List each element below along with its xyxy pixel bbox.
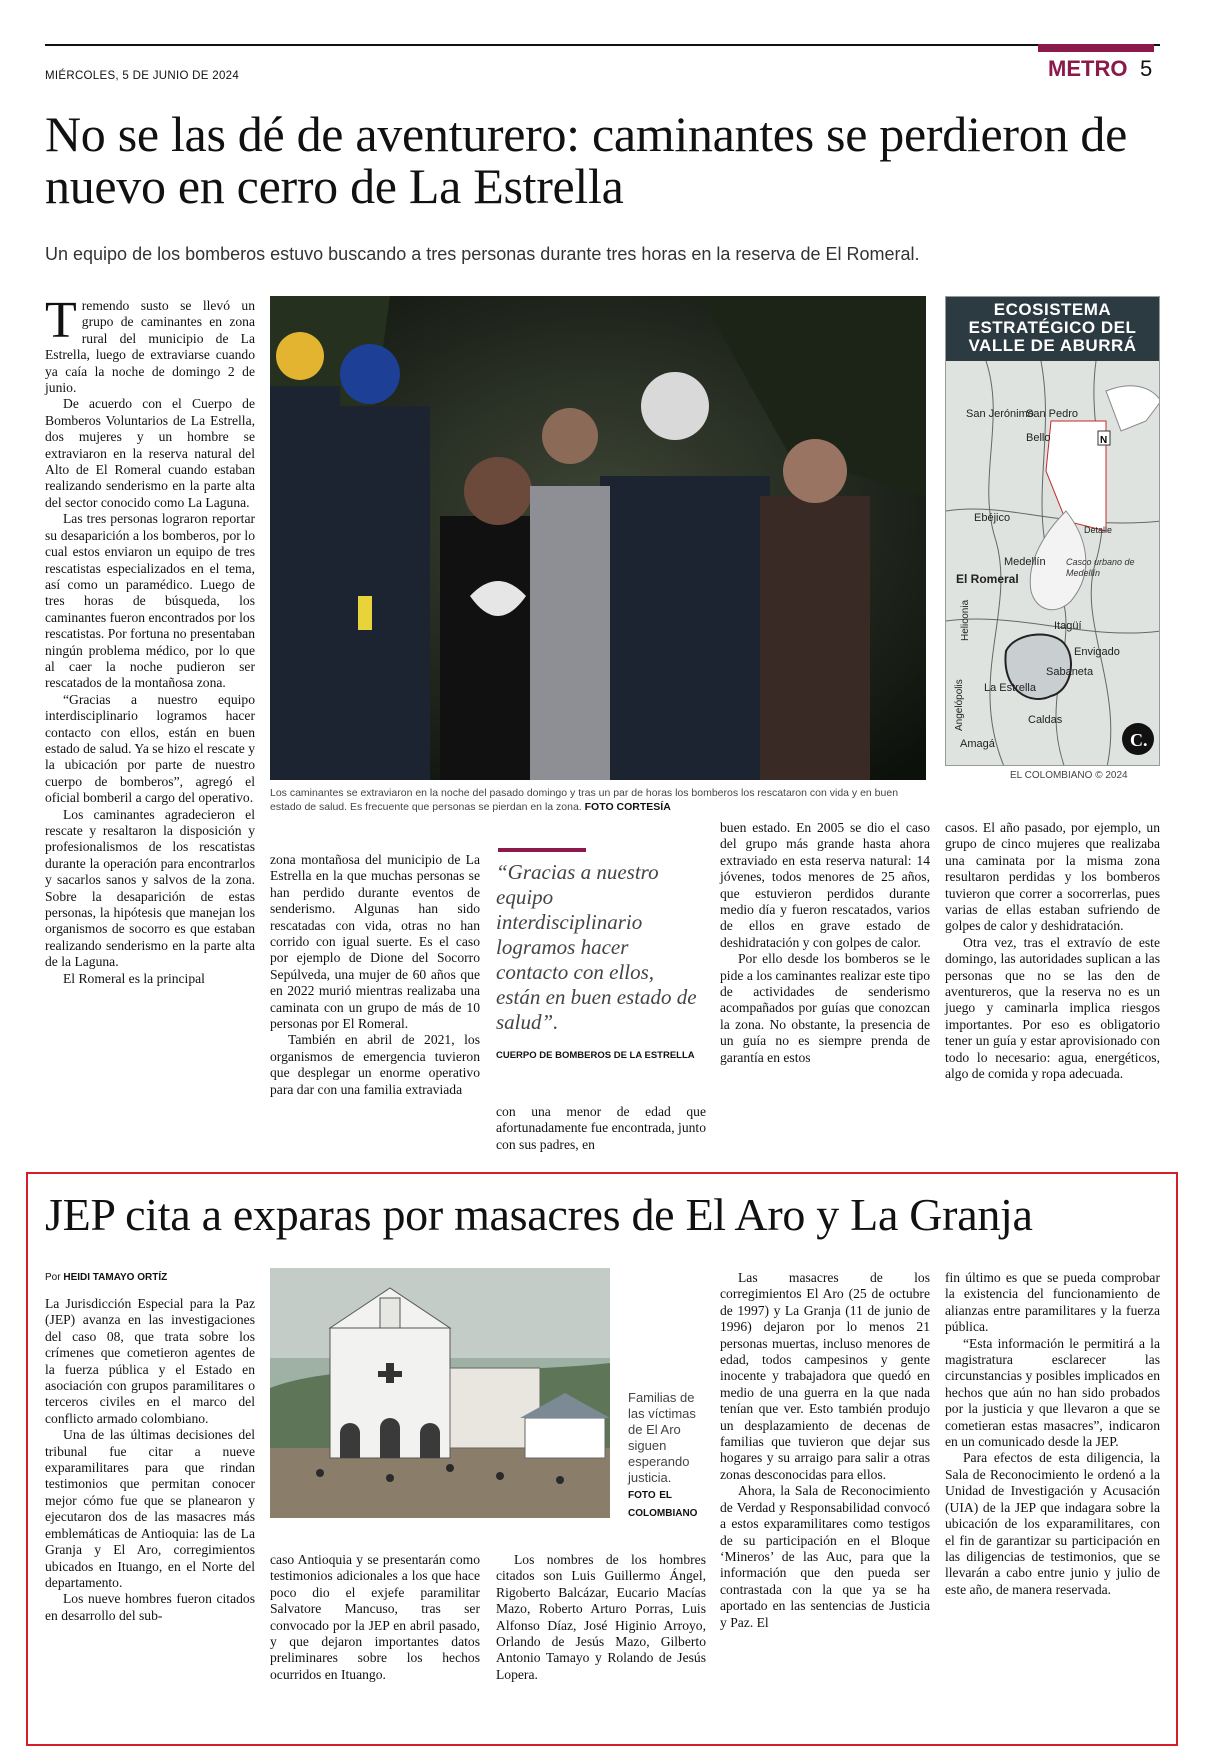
map-label: El Romeral [956,572,1019,586]
rescue-photo-illustration [270,296,926,780]
article2-column-4 [720,1270,930,1631]
church-photo [270,1268,610,1518]
top-rule [45,44,1160,46]
article2-column-3 [496,1552,706,1683]
rescue-photo-caption: Los caminantes se extraviaron en la noche del pasado domingo y tras un par de horas los bomberos los rescataron con vida y en buen estado de salud. Es frecuente que personas se pierdan en la zona. FOTO CORTESÍA [270,787,899,813]
map-label: Ebéjico [974,512,1011,524]
paragraph: Otra vez, tras el extravío de este domingo, las autoridades suplican a las personas que no se las den de aventureros, que la reserva no es un juego y caminarla implica riesgos importantes. Por eso es obligatorio tener un guía y estar aprovisionado con todo lo necesario: agua, energéticos, algo de comida y ropa adecuada. [945,934,1160,1082]
paragraph: Los caminantes agradecieron el rescate y resaltaron la disposición y profesionalismos de los rescatistas durante la operación para encontrarlos y sacarlos sanos y salvos de la zona. Sobre la desaparición de estas personas, la hipótesis que manejan los organismos de socorro es que estaban realizando senderismo en la parte alta de la Laguna. [45,806,255,970]
author-name: HEIDI TAMAYO ORTÍZ [63,1272,168,1283]
paragraph: fin último es que se pueda comprobar la existencia del funcionamiento de alianzas entre paramilitares y la fuerza pública. [945,1270,1160,1335]
map-north-icon: N [1100,435,1108,446]
article2-column-1 [45,1296,255,1624]
quote-rule [498,848,586,852]
paragraph: Las tres personas lograron reportar su desaparición a los bomberos, por lo cual estos enviaron un equipo de tres rescatistas especializados en el tema, así como un paramédico. Luego de tres horas de búsqueda, los caminantes fueron encontrados por los rescatistas. Por fortuna no presentaban ningún problema médico, por lo que al caer la noche pudieron ser rescatados de la montañosa zona. [45,511,255,691]
map-title: ECOSISTEMA ESTRATÉGICO DEL VALLE DE ABURRÁ [946,297,1159,361]
photo-credit-label: FOTO [628,1490,656,1501]
byline: Por HEIDI TAMAYO ORTÍZ [45,1272,168,1283]
photo-credit-label: FOTO [584,801,614,813]
map-label: Detalle [1084,525,1113,535]
map-label: Heliconia [960,599,971,641]
map-label: Amagá [960,738,995,750]
paragraph: “Gracias a nuestro equipo interdisciplinario logramos hacer contacto con ellos, están en buen estado de salud. Ya se hizo el rescate y la ubicación por parte de nuestro cuerpo de bomberos”, agregó el oficial bomberil a cargo del operativo. [45,691,255,806]
article1-headline: No se las dé de aventurero: caminantes se perdieron de nuevo en cerro de La Estrella [45,106,1127,214]
paragraph: De acuerdo con el Cuerpo de Bomberos Voluntarios de La Estrella, dos mujeres y un hombre se extraviaron en la reserva natural del Alto de El Romeral cuando estaban realizando senderismo en la parte alta del sector conocido como La Laguna. [45,396,255,510]
church-photo-caption: Familias de las víctimas de El Aro siguen esperando justicia. FOTO EL COLOMBIANO [628,1390,698,1519]
paragraph: Una de las últimas decisiones del tribunal fue citar a nueve exparamilitares para que rindan testimonios que permitan conocer mejor cómo fue que se planearon y ejecutaron dos de las masacres más emblemáticas de Antioquia: las de La Granja y El Aro, corregimientos ubicados en Ituango, en el Norte del departamento. [45,1427,255,1590]
map-label: Casco urbano de Medellín [1066,557,1135,578]
paragraph: casos. El año pasado, por ejemplo, un grupo de cinco mujeres que realizaba una caminata por la misma zona resultaron perdidas y los bomberos tuvieron que correr a socorrerlas, pues varias de ellas estaban sufriendo de golpes de calor y deshidratación. [945,820,1160,934]
paragraph: “Esta información le permitirá a la magistratura esclarecer las circunstancias y posibles implicados en hechos que aún no han sido probados por la justicia y que llevaron a que se cometieran estas masacres”, indicaron en un comunicado desde la JEP. [945,1335,1160,1450]
map-graphic [946,361,1160,766]
page-number: 5 [1140,56,1153,81]
article2-column-2 [270,1552,480,1683]
paragraph: También en abril de 2021, los organismos de emergencia tuvieron que desplegar un enorme operativo para dar con una familia extraviada [270,1032,480,1097]
pull-quote: “Gracias a nuestro equipo interdisciplinario logramos hacer contacto con ellos, están en buen estado de salud”. [496,860,697,1034]
map-label: Sabaneta [1046,666,1094,678]
paragraph: Los nombres de los hombres citados son Luis Guillermo Ángel, Rigoberto Balcázar, Eucario Macías Mazo, Roberto Arturo Porras, Luis Alfonso Díaz, José Higinio Arroyo, Orlando de Jesús Mazo, Gilberto Antonio Tamayo y Rolando de Jesús Lopera. [496,1552,706,1682]
article1-column-5 [945,820,1160,1083]
map-label: Envigado [1074,646,1120,658]
paragraph: Los nueve hombres fueron citados en desarrollo del sub- [45,1591,255,1623]
map-label: Medellín [1004,556,1046,568]
photo-credit: CORTESÍA [616,801,671,813]
church-photo-illustration [270,1268,610,1518]
article1-subhead: Un equipo de los bomberos estuvo buscando a tres personas durante tres horas en la reserva de El Romeral. [45,244,920,264]
map-credit: EL COLOMBIANO © 2024 [1010,770,1128,781]
paragraph: con una menor de edad que afortunadamente fue encontrada, junto con sus padres, en [496,1104,706,1152]
article2-column-5 [945,1270,1160,1598]
article1-column-3 [496,1104,706,1153]
section-bar [1038,44,1154,52]
paragraph: La Jurisdicción Especial para la Paz (JEP) avanza en las investigaciones del caso 08, que trata sobre los crímenes que cometieron agentes de la fuerza pública y el Estado en asociación con grupos paramilitares o terceros civiles en el marco del conflicto armado colombiano. [45,1296,255,1426]
map-label: La Estrella [984,682,1036,694]
paragraph: Ahora, la Sala de Reconocimiento de Verdad y Responsabilidad convocó a estos exparamilitares como testigos de su participación en el Bloque ‘Mineros’ de las Auc, para que la información que den pueda ser contrastada con la que ya se ha aportado en las sentencias de Justicia y Paz. El [720,1483,930,1630]
pull-quote-source: CUERPO DE BOMBEROS DE LA ESTRELLA [496,1050,695,1061]
paragraph: Para efectos de esta diligencia, la Sala de Reconocimiento le ordenó a la Unidad de Investigación y Acusación (UIA) de la JEP que indagara sobre la ubicación de los exparamilitares, con el fin de garantizar su participación en las diligencias de testimonios, que se llevarán a cabo entre junio y julio de este año, de manera reservada. [945,1450,1160,1597]
rescue-photo [270,296,926,780]
issue-date: MIÉRCOLES, 5 DE JUNIO DE 2024 [45,70,240,82]
map-label: Angelópolis [954,679,965,731]
paragraph: remendo susto se llevó un grupo de caminantes en zona rural del municipio de La Estrella, luego de extraviarse cuando ya caía la noche de domingo 2 de junio. [45,298,255,396]
paragraph: Las masacres de los corregimientos El Aro (25 de octubre de 1997) y La Granja (11 de junio de 1996) dejaron por lo menos 21 personas muertas, incluso menores de edad, todos campesinos y gente inocente y trabajadora que quedó en medio de una guerra en la que nada tenían que ver. Esto también produjo un desplazamiento de decenas de familias que tuvieron que dejar sus hogares y su arraigo para salir a otras zonas desconocidas para ellos. [720,1270,930,1482]
article1-column-1 [45,292,255,987]
map-label: Caldas [1028,714,1063,726]
article1-column-2 [270,852,480,1098]
map-label: San Pedro [1026,408,1078,420]
dropcap: T [45,292,77,349]
article1-column-4 [720,820,930,1066]
map-label: Itagüí [1054,620,1082,632]
map-logo-text: C. [1130,730,1148,750]
paragraph: zona montañosa del municipio de La Estrella en la que muchas personas se han perdido durante eventos de senderismo. Algunas han sido rescatadas con vida, otras no han corrido con igual suerte. Es el caso por ejemplo de Dione del Socorro Sepúlveda, una mujer de 60 años que en 2022 murió mientras realizaba una caminata con un grupo de más de 10 personas por El Romeral. [270,852,480,1032]
map-label: Bello [1026,432,1051,444]
map-label: San Jerónimo [966,408,1034,420]
paragraph: caso Antioquia y se presentarán como testimonios adicionales a los que hace poco dio el exjefe paramilitar Salvatore Mancuso, tras ser convocado por la JEP en abril pasado, y que dejaron importantes datos preliminares sobre los hechos ocurridos en Ituango. [270,1552,480,1682]
article2-headline: JEP cita a exparas por masacres de El Aro y La Granja [45,1189,1033,1240]
paragraph: Por ello desde los bomberos se le pide a los caminantes realizar este tipo de actividades de senderismo acompañados por guías que conozcan la zona. No obstante, la presencia de un guía no es siempre prenda de garantía en estos [720,951,930,1065]
section-name: METRO [1048,56,1128,81]
paragraph: buen estado. En 2005 se dio el caso del grupo más grande hasta ahora extraviado en esta reserva natural: 14 jóvenes, todos menores de 25 años, que estuvieron perdidos durante medio día y fueron rescatados, varios de ellos en grave estado de deshidratación y con golpes de calor. [720,820,930,950]
photo-credit: EL COLOMBIANO [628,1490,698,1519]
ecosystem-map [945,296,1160,766]
paragraph: El Romeral es la principal [63,970,205,986]
